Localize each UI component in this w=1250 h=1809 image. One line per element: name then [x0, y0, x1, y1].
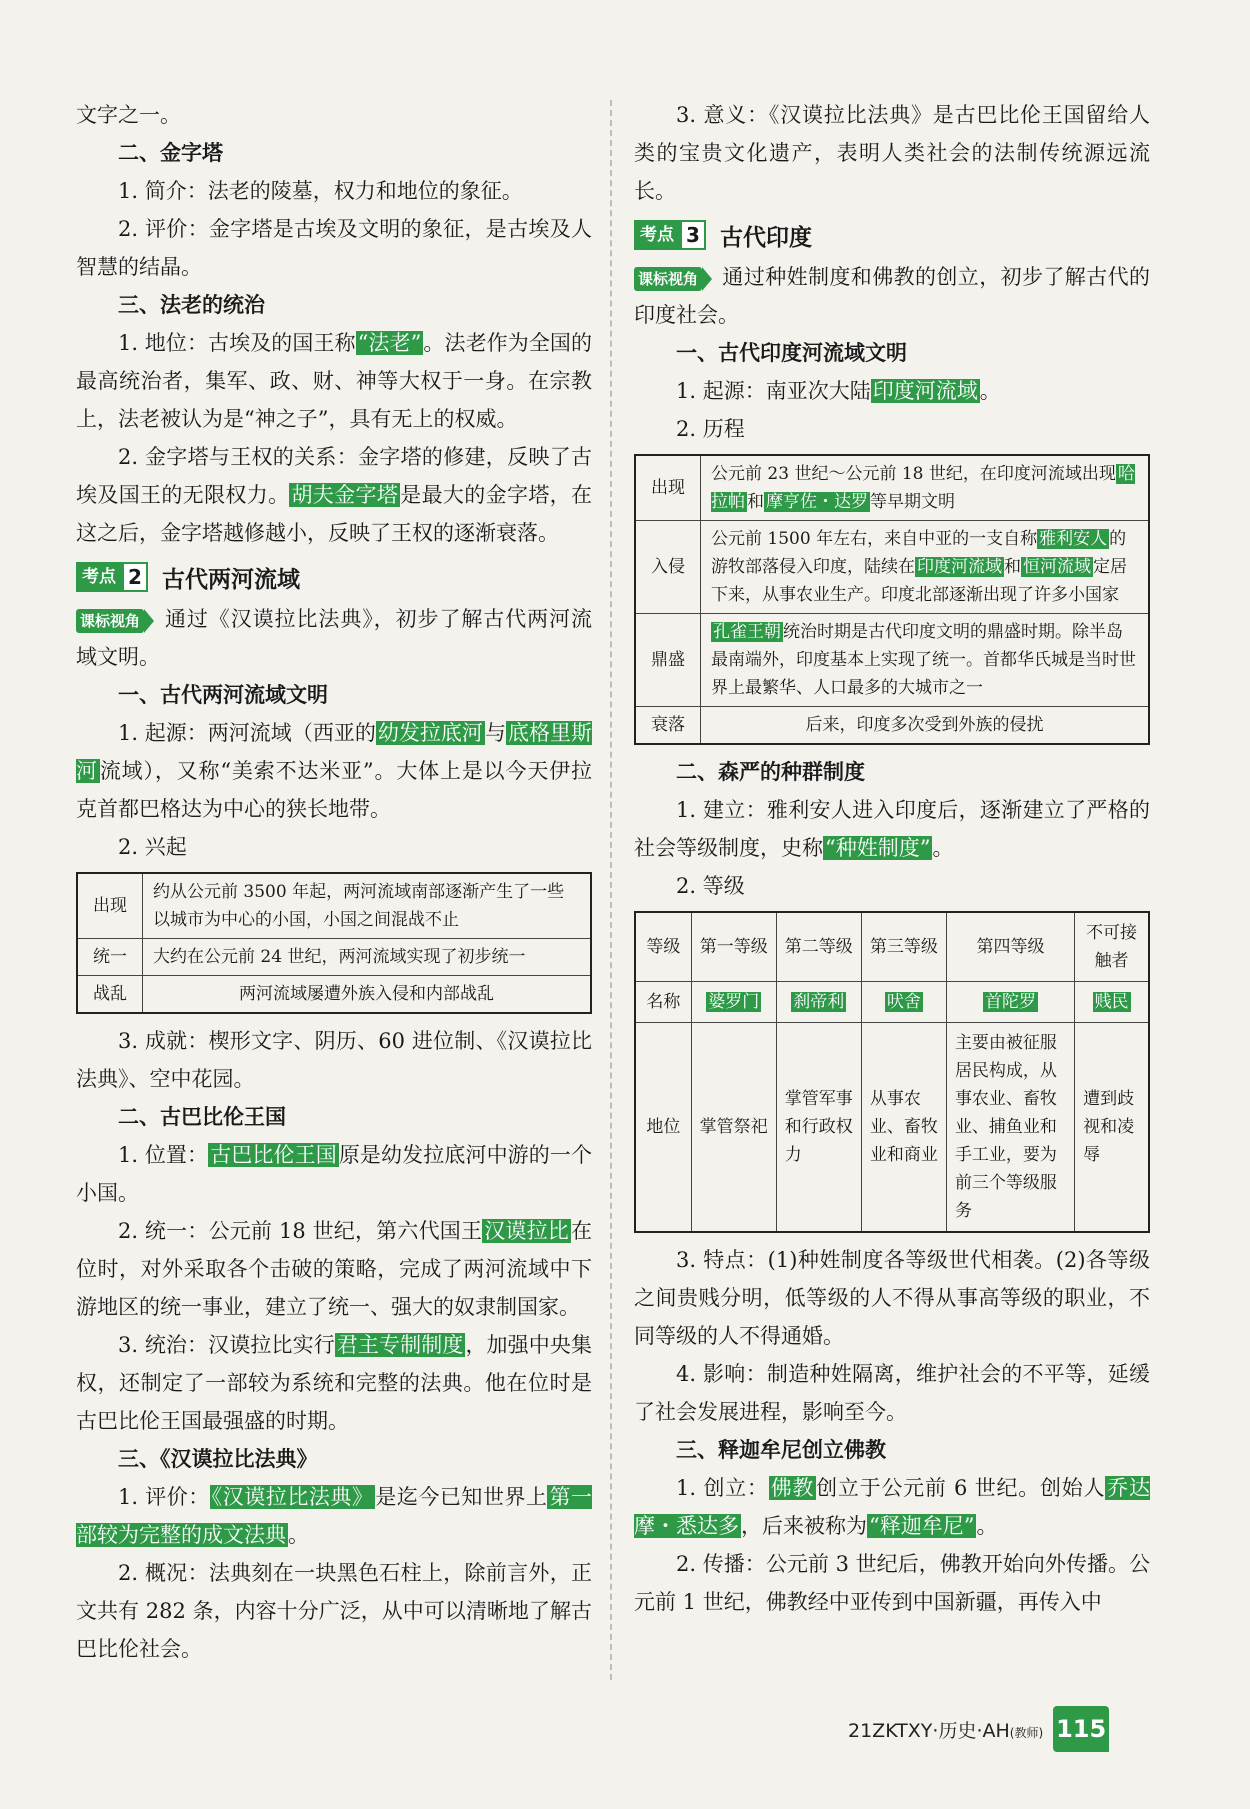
kaodian-tag: 考点: [76, 562, 122, 592]
left-column: [76, 96, 592, 1668]
highlight-first-code: 第一部较为完整的成文法典: [76, 1485, 592, 1547]
india-history-table: [634, 454, 1150, 745]
kaodian-number: 3: [680, 220, 706, 250]
babylon-rule: 3. 统治：汉谟拉比实行君主专制制度，加强中央集权，还制定了一部较为系统和完整的法典。他在位时是古巴比伦王国最强盛的时期。: [76, 1333, 592, 1433]
heading-code: 三、《汉谟拉比法典》: [118, 1447, 318, 1471]
page-number: 115: [1053, 1706, 1109, 1752]
right-column: [634, 96, 1150, 1621]
caste-grade-label: 2. 等级: [676, 874, 745, 898]
caste-establish: 1. 建立：雅利安人进入印度后，逐渐建立了严格的社会等级制度，史称“种姓制度”。: [634, 798, 1150, 860]
caste-table: [634, 911, 1150, 1233]
pharaoh-status: 1. 地位：古埃及的国王称“法老”。法老作为全国的最高统治者，集军、政、财、神等大权于一身。在宗教上，法老被认为是“神之子”，具有无上的权威。: [76, 331, 592, 431]
highlight-euphrates: 幼发拉底河: [377, 721, 483, 745]
highlight-babylon: 古巴比伦王国: [210, 1143, 337, 1167]
page-footer: [848, 1706, 1109, 1752]
arrow-icon: [702, 267, 712, 291]
table-row: 鼎盛 孔雀王朝 统治时期是古代印度文明的鼎盛时期。除半岛最南端外，印度基本上实现了统一。首都华氏城是当时世界上最繁华、人口最多的大城市之一: [635, 614, 1149, 707]
highlight-pharaoh: “法老”: [357, 331, 422, 355]
highlight-code: 《汉谟拉比法典》: [211, 1485, 374, 1509]
babylon-location: 1. 位置：古巴比伦王国原是幼发拉底河中游的一个小国。: [76, 1143, 593, 1205]
table-row: 出现 约从公元前 3500 年起，两河流域南部逐渐产生了一些以城市为中心的小国，小国之间混战不止: [77, 873, 591, 939]
kaodian-tag: 考点: [634, 220, 680, 250]
highlight-caste: “种姓制度”: [825, 836, 931, 860]
mesopotamia-table: [76, 872, 592, 1014]
table-row: 衰落 后来，印度多次受到外族的侵扰: [635, 707, 1149, 745]
text-continuation: 文字之一。: [76, 103, 181, 127]
code-significance: 3. 意义：《汉谟拉比法典》是古巴比伦王国留给人类的宝贵文化遗产，表明人类社会的法制传统源远流长。: [634, 103, 1150, 203]
highlight-autocracy: 君主专制制度: [336, 1333, 464, 1357]
pyramid-intro: 1. 简介：法老的陵墓，权力和地位的象征。: [118, 179, 523, 203]
highlight-indus: 印度河流域: [872, 379, 978, 403]
buddhism-spread: 2. 传播：公元前 3 世纪后，佛教开始向外传播。公元前 1 世纪，佛教经中亚传到中国新疆，再传入中: [634, 1552, 1150, 1614]
babylon-unification: 2. 统一：公元前 18 世纪，第六代国王汉谟拉比在位时，对外采取各个击破的策略，完成了两河流域中下游地区的统一事业，建立了统一、强大的奴隶制国家。: [76, 1219, 592, 1319]
kaodian-2-header: [76, 560, 592, 594]
highlight-khufu: 胡夫金字塔: [291, 483, 399, 507]
heading-buddhism: 三、释迦牟尼创立佛教: [676, 1438, 886, 1462]
heading-caste: 二、森严的种群制度: [676, 760, 865, 784]
code-evaluation: 1. 评价：《汉谟拉比法典》是迄今已知世界上第一部较为完整的成文法典。: [76, 1485, 592, 1547]
kaodian-number: 2: [122, 562, 148, 592]
table-row: 地位 掌管祭祀 掌管军事和行政权力 从事农业、畜牧业和商业 主要由被征服居民构成，从事农业、畜牧业、捕鱼业和手工业，要为前三个等级服务 遭到歧视和凌辱: [635, 1023, 1149, 1233]
book-code: 21ZKTXY·历史·AH(教师): [848, 1719, 1044, 1742]
table-row: 名称 婆罗门 刹帝利 吠舍 首陀罗 贱民: [635, 982, 1149, 1023]
heading-babylon: 二、古巴比伦王国: [118, 1105, 286, 1129]
arrow-icon: [144, 609, 154, 633]
indus-origin: 1. 起源：南亚次大陆印度河流域。: [676, 379, 1001, 403]
curriculum-view-2: 课标视角 通过《汉谟拉比法典》，初步了解古代两河流域文明。: [76, 607, 592, 669]
code-overview: 2. 概况：法典刻在一块黑色石柱上，除前言外，正文共有 282 条，内容十分广泛，从中可以清晰地了解古巴比伦社会。: [76, 1561, 592, 1661]
pyramid-evaluation: 2. 评价：金字塔是古埃及文明的象征，是古埃及人智慧的结晶。: [76, 217, 592, 279]
heading-pyramid: 二、金字塔: [118, 141, 223, 165]
kaodian-3-header: [634, 218, 1150, 252]
kaodian-title: 古代两河流域: [162, 566, 300, 593]
caste-impact: 4. 影响：制造种姓隔离，维护社会的不平等，延缓了社会发展进程，影响至今。: [634, 1362, 1150, 1424]
mesopotamia-achievements: 3. 成就：楔形文字、阴历、60 进位制、《汉谟拉比法典》、空中花园。: [76, 1029, 592, 1091]
table-row: 出现 公元前 23 世纪～公元前 18 世纪，在印度河流域出现 哈拉帕 和 摩亨佐・达罗 等早期文明: [635, 455, 1149, 521]
heading-indus: 一、古代印度河流域文明: [676, 341, 907, 365]
mesopotamia-origin: 1. 起源：两河流域（西亚的幼发拉底河与底格里斯河流域），又称“美索不达米亚”。大体上是以今天伊拉克首都巴格达为中心的狭长地带。: [76, 721, 593, 821]
kaodian-title: 古代印度: [720, 224, 812, 251]
mesopotamia-rise-label: 2. 兴起: [118, 835, 187, 859]
table-row: 等级 第一等级 第二等级 第三等级 第四等级 不可接触者: [635, 912, 1149, 982]
curriculum-badge: 课标视角: [76, 609, 144, 633]
table-row: 入侵 公元前 1500 年左右，来自中亚的一支自称 雅利安人 的游牧部落侵入印度，陆续在 印度河流域 和 恒河流域 定居下来，从事农业生产。印度北部逐渐出现了许多小国家: [635, 521, 1149, 614]
indus-history-label: 2. 历程: [676, 417, 745, 441]
curriculum-badge: 课标视角: [634, 267, 702, 291]
highlight-hammurabi: 汉谟拉比: [484, 1219, 569, 1243]
table-row: 统一 大约在公元前 24 世纪，两河流域实现了初步统一: [77, 939, 591, 976]
caste-features: 3. 特点：(1)种姓制度各等级世代相袭。(2)各等级之间贵贱分明，低等级的人不得从事高等级的职业，不同等级的人不得通婚。: [634, 1248, 1150, 1348]
heading-mesopotamia: 一、古代两河流域文明: [118, 683, 328, 707]
pyramid-power-relation: 2. 金字塔与王权的关系：金字塔的修建，反映了古埃及国王的无限权力。胡夫金字塔是最大的金字塔，在这之后，金字塔越修越小，反映了王权的逐渐衰落。: [76, 445, 593, 545]
highlight-tigris: 底格里斯河: [76, 721, 593, 783]
heading-pharaoh: 三、法老的统治: [118, 293, 265, 317]
table-row: 战乱 两河流域屡遭外族入侵和内部战乱: [77, 976, 591, 1014]
column-divider: [610, 100, 612, 1680]
curriculum-view-3: 课标视角 通过种姓制度和佛教的创立，初步了解古代的印度社会。: [634, 265, 1150, 327]
buddhism-founding: 1. 创立：佛教创立于公元前 6 世纪。创始人乔达摩・悉达多，后来被称为“释迦牟尼”。: [634, 1476, 1151, 1538]
